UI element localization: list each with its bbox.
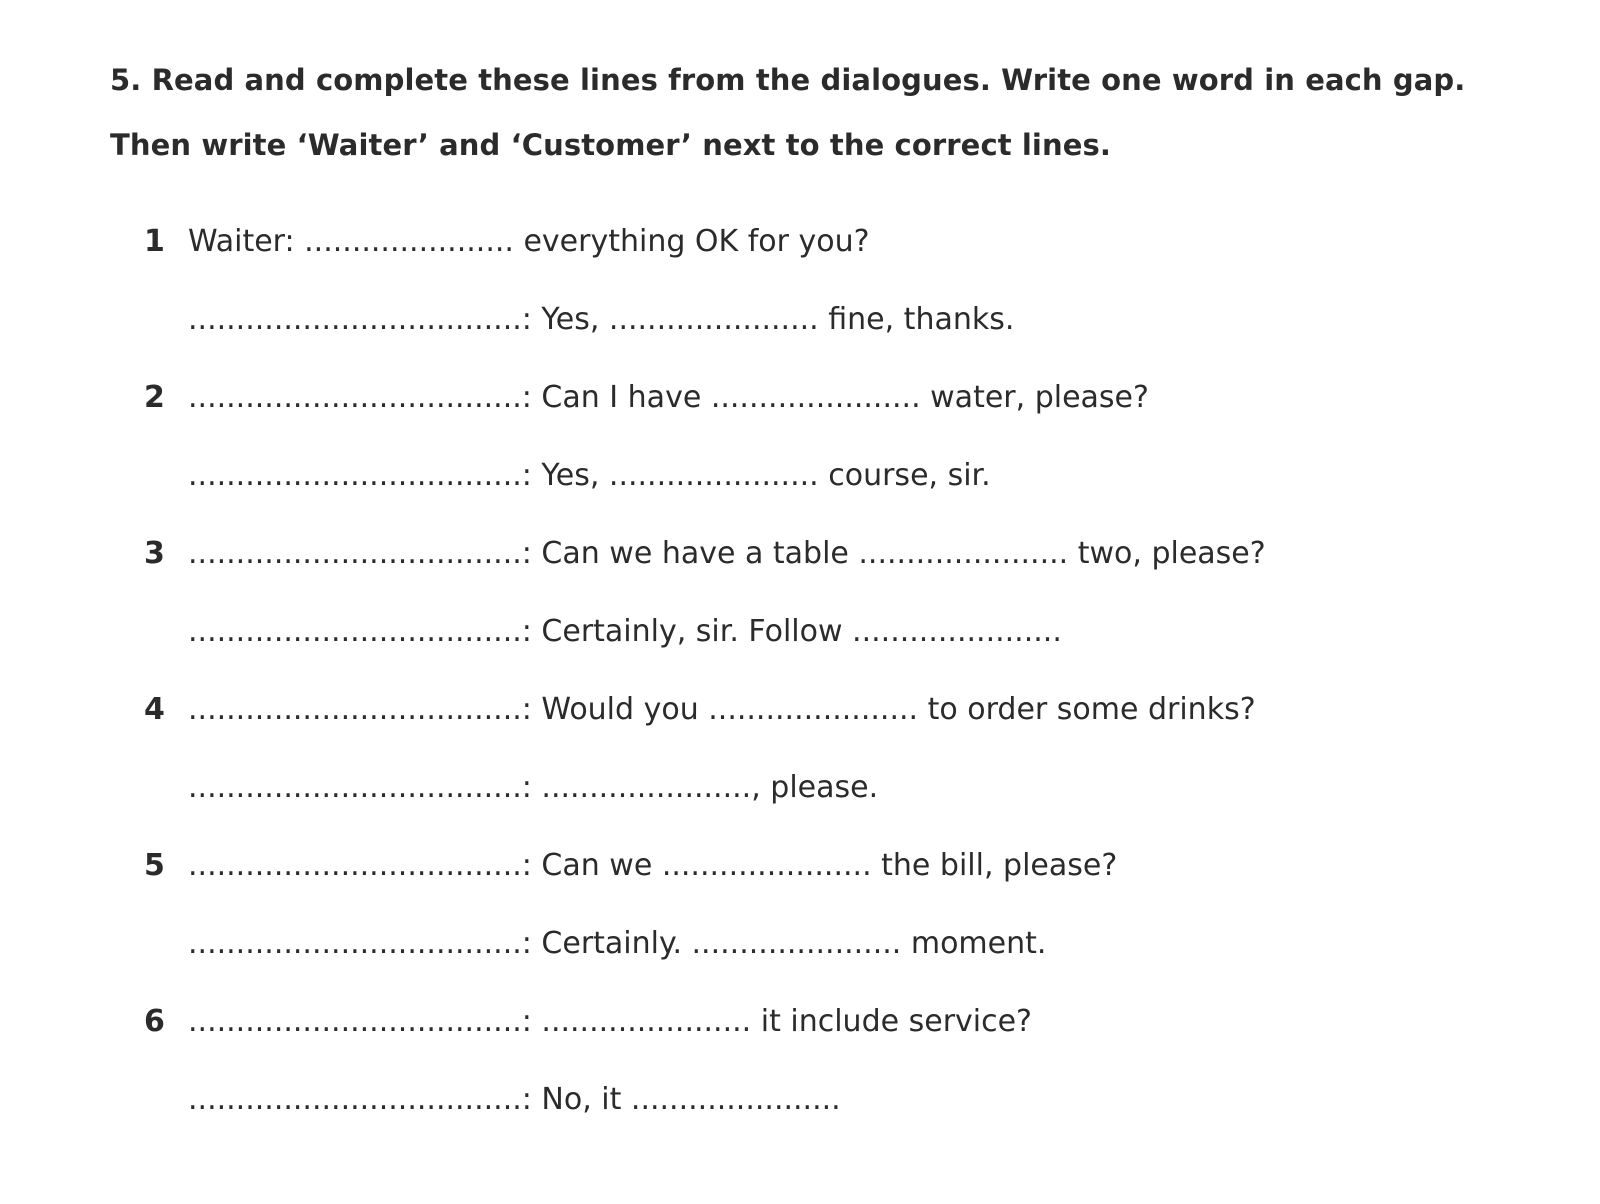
- dialogue-5-line-2: [144, 924, 1046, 964]
- dialogue-6-line-2: [144, 1080, 841, 1120]
- dialogue-5-line-1: [144, 846, 1117, 886]
- dialogue-3-line-1: [144, 534, 1266, 574]
- item-number: 2: [144, 380, 165, 415]
- dialogue-line-text[interactable]: Waiter: ...................... everything OK for you?: [188, 224, 870, 259]
- item-number: 1: [144, 224, 165, 259]
- dialogue-line-text[interactable]: ...................................: Yes, ...................... fine, thanks.: [188, 302, 1015, 337]
- dialogue-line-text[interactable]: ...................................: ...................... it include service?: [188, 1004, 1032, 1039]
- dialogue-line-text[interactable]: ...................................: Can we ...................... the bill, please?: [188, 848, 1118, 883]
- dialogue-3-line-2: [144, 612, 1062, 652]
- dialogue-line-text[interactable]: ...................................: Can I have ...................... water, please?: [188, 380, 1149, 415]
- dialogue-line-text[interactable]: ...................................: Certainly. ...................... moment.: [188, 926, 1047, 961]
- dialogue-2-line-2: [144, 456, 991, 496]
- dialogue-4-line-1: [144, 690, 1256, 730]
- dialogue-line-text[interactable]: ...................................: Yes, ...................... course, sir.: [188, 458, 991, 493]
- dialogue-4-line-2: [144, 768, 878, 808]
- dialogue-line-text[interactable]: ...................................: Can we have a table ...................... two, please?: [188, 536, 1266, 571]
- dialogue-2-line-1: [144, 378, 1149, 418]
- item-number: 5: [144, 848, 165, 883]
- exercise-instructions: 5. Read and complete these lines from the dialogues. Write one word in each gap. Then write ‘Waiter’ and ‘Customer’ next to the correct lines.: [110, 63, 1466, 162]
- dialogue-1-line-2: [144, 300, 1014, 340]
- item-number: 6: [144, 1004, 165, 1039]
- item-number: 3: [144, 536, 165, 571]
- dialogue-6-line-1: [144, 1002, 1032, 1042]
- dialogue-line-text[interactable]: ...................................: Certainly, sir. Follow ......................: [188, 614, 1062, 649]
- dialogue-line-text[interactable]: ...................................: No, it ......................: [188, 1082, 841, 1117]
- dialogue-line-text[interactable]: ...................................: Would you ...................... to order some drinks?: [188, 692, 1256, 727]
- dialogue-1-line-1: [144, 222, 870, 262]
- dialogue-line-text[interactable]: ...................................: ......................, please.: [188, 770, 879, 805]
- item-number: 4: [144, 692, 165, 727]
